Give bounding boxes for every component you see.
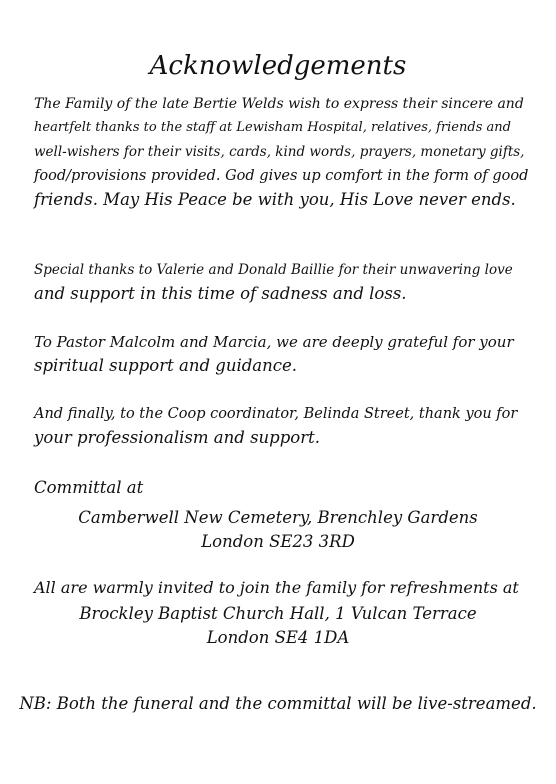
paragraph-line: your professionalism and support. — [34, 428, 320, 447]
thanks-paragraph — [34, 92, 528, 212]
committal-heading — [34, 476, 528, 500]
paragraph-line: friends. May His Peace be with you, His Love never ends. — [34, 190, 516, 209]
paragraph-line: Special thanks to Valerie and Donald Baillie for their unwavering love — [34, 262, 513, 278]
paragraph-line: and support in this time of sadness and loss. — [34, 284, 407, 303]
page-title: Acknowledgements — [149, 51, 407, 81]
coordinator-thanks-paragraph — [34, 402, 528, 450]
address-line: Brockley Baptist Church Hall, 1 Vulcan Terrace — [79, 604, 477, 623]
livestream-note — [0, 692, 556, 716]
paragraph-line: To Pastor Malcolm and Marcia, we are deeply grateful for your — [34, 333, 514, 351]
livestream-note-text: NB: Both the funeral and the committal will be live-streamed. — [19, 694, 537, 713]
special-thanks-paragraph — [34, 258, 528, 306]
committal-heading-text: Committal at — [34, 478, 144, 497]
refreshments-invitation-text: All are warmly invited to join the family for refreshments at — [34, 578, 519, 597]
paragraph-line: And finally, to the Coop coordinator, Belinda Street, thank you for — [34, 406, 518, 422]
paragraph-line: heartfelt thanks to the staff at Lewisham Hospital, relatives, friends and — [34, 120, 511, 135]
paragraph-line: spiritual support and guidance. — [34, 356, 298, 375]
pastor-thanks-paragraph — [34, 330, 528, 378]
paragraph-line: food/provisions provided. God gives up comfort in the form of good — [34, 168, 529, 184]
paragraph-line: The Family of the late Bertie Welds wish to express their sincere and — [34, 96, 524, 112]
refreshments-address — [0, 602, 556, 650]
paragraph-line: well-wishers for their visits, cards, kind words, prayers, monetary gifts, — [34, 144, 525, 160]
committal-address — [0, 506, 556, 554]
refreshments-invitation — [34, 576, 528, 600]
address-line: London SE23 3RD — [201, 532, 355, 551]
address-line: Camberwell New Cemetery, Brenchley Gardens — [78, 508, 478, 527]
address-line: London SE4 1DA — [206, 628, 350, 647]
